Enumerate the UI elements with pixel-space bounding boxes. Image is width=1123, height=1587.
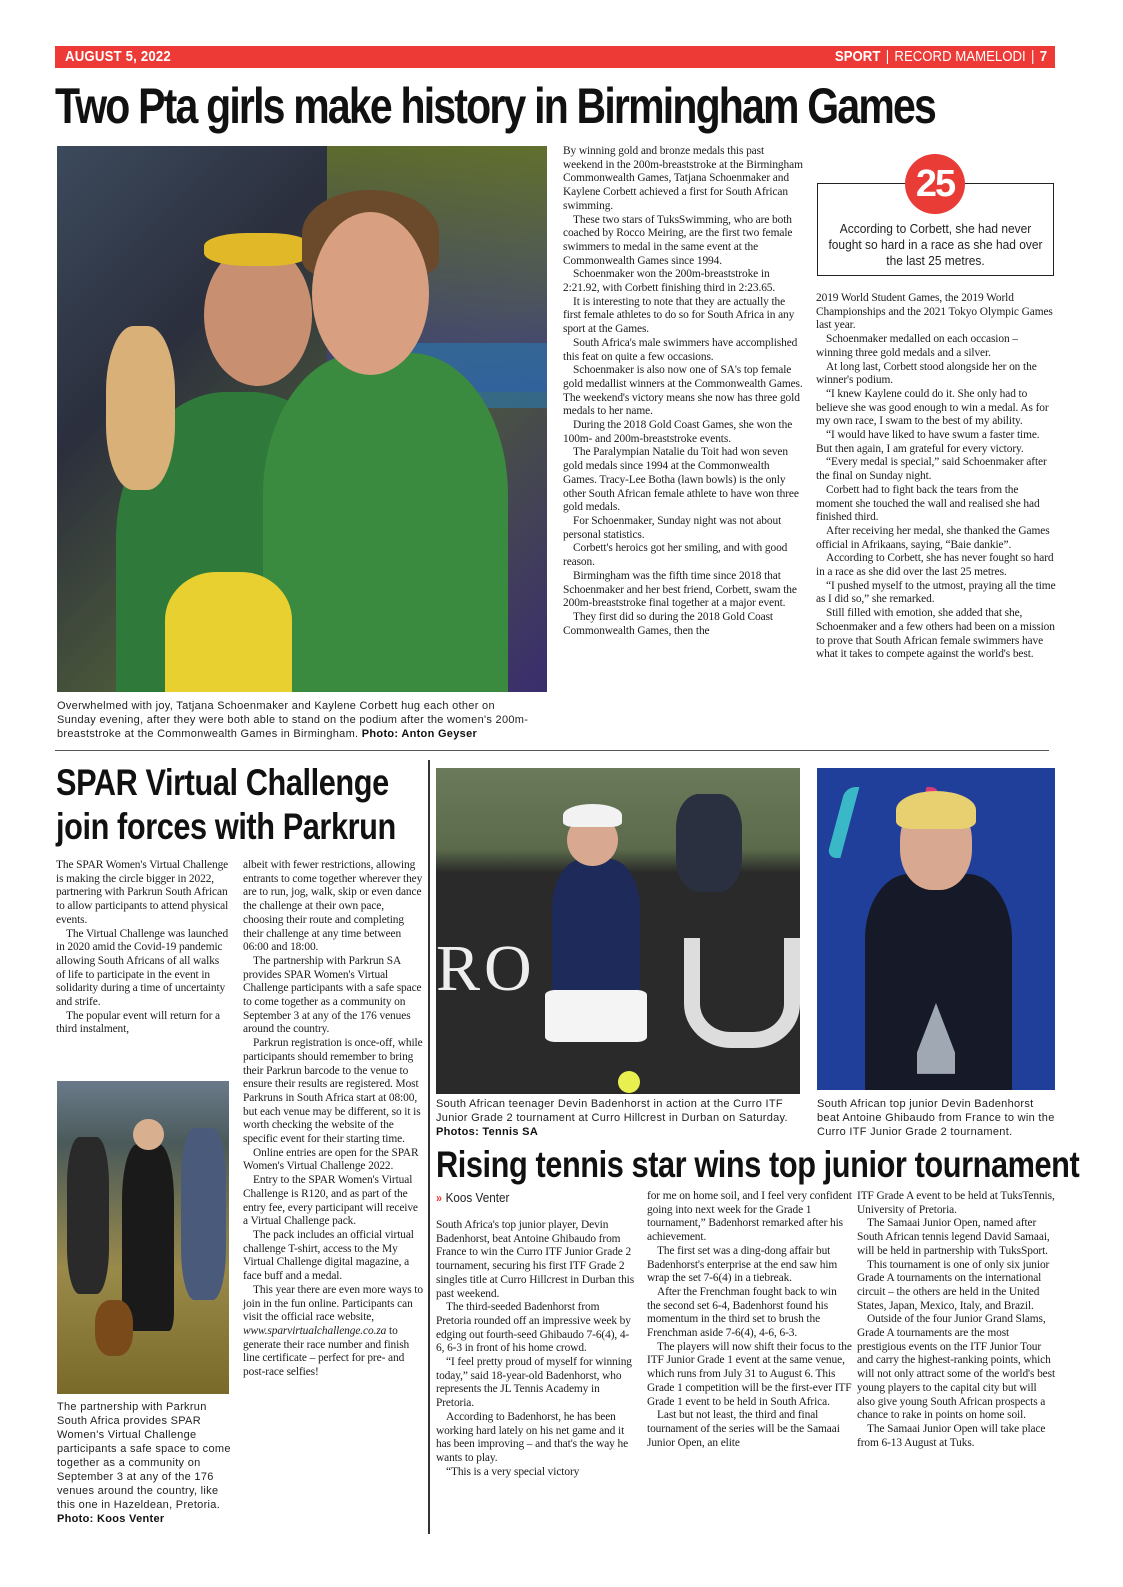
lead-headline: Two Pta girls make history in Birmingham Games bbox=[55, 78, 936, 134]
photo-credit: Photos: Tennis SA bbox=[436, 1126, 539, 1138]
tennis-action-photo: RO bbox=[436, 768, 800, 1094]
paragraph: Birmingham was the fifth time since 2018 that Schoenmaker and her best friend, Corbett, swam the 200m-breaststroke final together at a major event. bbox=[563, 569, 797, 610]
section-name: SPORT bbox=[834, 48, 881, 65]
paragraph: Outside of the four Junior Grand Slams, Grade A tournaments are the most prestigious events on the ITF Junior Tour and carry the highest-ranking points, which will not only attract some of the world's best young players to the capital city but will also give young South African prospects a chance to rake in points on home soil. bbox=[857, 1313, 1056, 1422]
tennis-ball bbox=[618, 1071, 640, 1093]
paragraph: The SPAR Women's Virtual Challenge is making the circle bigger in 2022, partnering with Parkrun South African to allow participants to attend physical events. bbox=[56, 859, 229, 926]
parkrun-photo-caption: The partnership with Parkrun South Africa provides SPAR Women's Virtual Challenge participants a safe space to come together as a community on September 3 at any of the 176 venues around the country, like this one in Hazeldean, Pretoria. Photo: Koos Venter bbox=[57, 1401, 231, 1525]
paragraph: Last but not least, the third and final tournament of the series will be the Samaai Junior Open, an elite bbox=[647, 1409, 840, 1449]
tennis-trophy-photo bbox=[817, 768, 1055, 1090]
swimmers-hug-photo bbox=[57, 146, 547, 692]
paragraph: South Africa's male swimmers have accomplished this feat on quite a few occasions. bbox=[563, 336, 798, 363]
paragraph: Corbett had to fight back the tears from the moment she touched the wall and realised she had finished third. bbox=[816, 483, 1040, 524]
lead-column-1 bbox=[563, 145, 803, 638]
paragraph: These two stars of TuksSwimming, who are both coached by Rocco Meiring, are the first two female swimmers to medal in the same event at the Commonwealth Games since 1994. bbox=[563, 213, 793, 267]
paragraph: The partnership with Parkrun SA provides SPAR Women's Virtual Challenge participants with a safe space to come together as a community on September 3 at any of the 176 venues around the country. bbox=[243, 954, 422, 1036]
paragraph: Online entries are open for the SPAR Women's Virtual Challenge 2022. bbox=[243, 1146, 419, 1173]
tennis-headline: Rising tennis star wins top junior tournament bbox=[436, 1144, 1080, 1185]
tennis-photo2-caption: South African top junior Devin Badenhorst beat Antoine Ghibaudo from France to win the Curro ITF Junior Grade 2 tournament. bbox=[817, 1098, 1055, 1138]
pull-quote-text: According to Corbett, she had never fought so hard in a race as she had over the last 25 metres. bbox=[828, 221, 1043, 268]
paragraph: After the Frenchman fought back to win the second set 6-4, Badenhorst found his momentum in the third set to brush the Frenchman aside 7-6(4), 4-6, 6-3. bbox=[647, 1285, 837, 1340]
column-rule bbox=[428, 760, 430, 1534]
dog bbox=[95, 1300, 133, 1356]
paragraph: According to Corbett, she has never fought so hard in a race as she did over the last 25 metres. bbox=[816, 552, 1054, 579]
page-number: 7 bbox=[1039, 48, 1047, 65]
paragraph: Still filled with emotion, she added that she, Schoenmaker and a few others had been on a mission to prove that South African female swimmers have what it takes to compete against the world's best. bbox=[816, 607, 1055, 661]
paragraph: At long last, Corbett stood alongside her on the winner's podium. bbox=[816, 360, 1037, 387]
photo-credit: Photo: Koos Venter bbox=[57, 1513, 165, 1525]
parkrun-photo bbox=[57, 1081, 229, 1394]
paragraph: Parkrun registration is once-off, while participants should remember to bring their Parkrun barcode to the venue to ensure their results are registered. Most Parkruns in South Africa start at 08:00, but each venue may be different, so it is worth checking the website of the specific event for their starting time. bbox=[243, 1037, 423, 1146]
paragraph: They first did so during the 2018 Gold Coast Commonwealth Games, then the bbox=[563, 610, 773, 637]
paragraph: “I would have liked to have swum a faster time. But then again, I am grateful for every victory. bbox=[816, 429, 1040, 455]
spar-headline: SPAR Virtual Challenge join forces with Parkrun bbox=[56, 762, 396, 847]
paragraph: South Africa's top junior player, Devin Badenhorst, beat Antoine Ghibaudo from France to win the Curro ITF Junior Grade 2 tournament, securing his first ITF Grade 2 singles title at Curro Hillcrest in Durban this past weekend. bbox=[436, 1219, 635, 1300]
spar-column-2: albeit with fewer restrictions, allowing entrants to come together wherever they are to run, jog, walk, skip or even dance the challenge at their own pace, choosing their route and completing their challenge at any time between 06:00 and 18:00. The partnership with Parkrun SA provides SPAR Women's Virtual Challenge participants with a safe space to come together as a community on September 3 at any of the 176 venues around the country. Parkrun registration is once-off, while participants should remember to bring their Parkrun barcode to the venue to ensure their results are registered. Most Parkruns in South Africa start at 08:00, but each venue may be different, so it is worth checking the website of the specific event for their starting time. Online entries are open for the SPAR Women's Virtual Challenge 2022. Entry to the SPAR Women's Virtual Challenge is R120, and as part of the entry fee, every participant will receive a Virtual Challenge pack. The pack includes an official virtual challenge T-shirt, access to the My Virtual Challenge digital magazine, a face buff and a medal. This year there are even more ways to join in the fun online. Participants can visit the official race website, www.sparvirtualchallenge.co.za to generate their race number and finish line certificate – perfect for pre- and post-race selfies! bbox=[243, 859, 423, 1379]
byline-arrow-icon: » bbox=[436, 1191, 443, 1205]
paragraph: albeit with fewer restrictions, allowing entrants to come together wherever they are to run, jog, walk, skip or even dance the challenge at their own pace, choosing their route and completing their challenge at any time between 06:00 and 18:00. bbox=[243, 859, 423, 954]
lead-column-2 bbox=[816, 292, 1056, 662]
website-link[interactable]: www.sparvirtualchallenge.co.za bbox=[243, 1324, 387, 1337]
paragraph: This tournament is one of only six junior Grade A tournaments on the international circuit – the others are held in the United States, Japan, Mexico, Italy, and Brazil. bbox=[857, 1258, 1050, 1312]
paragraph: Entry to the SPAR Women's Virtual Challenge is R120, and as part of the entry fee, every participant will receive a Virtual Challenge pack. bbox=[243, 1174, 418, 1228]
paragraph: The Samaai Junior Open will take place from 6-13 August at Tuks. bbox=[857, 1422, 1046, 1449]
paragraph: ITF Grade A event to be held at TuksTennis, University of Pretoria. bbox=[857, 1190, 1055, 1216]
section-info: SPORT | RECORD MAMELODI | 7 bbox=[834, 48, 1047, 65]
paragraph: “I feel pretty proud of myself for winning today,” said 18-year-old Badenhorst, who represents the JL Tennis Academy in Pretoria. bbox=[436, 1356, 632, 1410]
paragraph: According to Badenhorst, he has been working hard lately on his net game and it has been improving – and that's the way he wants to play. bbox=[436, 1410, 629, 1464]
paragraph: for me on home soil, and I feel very confident going into next week for the Grade 1 tournament,” Badenhorst remarked after his achievement. bbox=[647, 1190, 852, 1244]
photo-credit: Photo: Anton Geyser bbox=[361, 728, 478, 740]
paragraph: Corbett's heroics got her smiling, and with good reason. bbox=[563, 542, 788, 569]
paragraph: “I knew Kaylene could do it. She only had to believe she was good enough to win a medal. As for my own race, I swam to the best of my ability. bbox=[816, 387, 1049, 428]
paragraph: The Virtual Challenge was launched in 2020 amid the Covid-19 pandemic allowing South Africans of all walks of life to participate in the event in solidarity during a time of uncertainty and strife. bbox=[56, 927, 229, 1009]
paragraph: The Paralympian Natalie du Toit had won seven gold medals since 1994 at the Commonwealth Games. Tracy-Lee Botha (lawn bowls) is the only other South African female athlete to have won three gold medals. bbox=[563, 446, 799, 514]
mascot-toy bbox=[106, 326, 175, 490]
paragraph: The players will now shift their focus to the ITF Junior Grade 1 event at the same venue, which runs from July 31 to August 6. This Grade 1 competition will be the first-ever ITF Grade 1 event to be held in South Africa. bbox=[647, 1340, 852, 1408]
paragraph: By winning gold and bronze medals this past weekend in the 200m-breaststroke at the Birmingham Commonwealth Games, Tatjana Schoenmaker and Kaylene Corbett achieved a first for South African swimming. bbox=[563, 145, 803, 212]
paragraph: During the 2018 Gold Coast Games, she won the 100m- and 200m-breaststroke events. bbox=[563, 419, 793, 445]
issue-date: AUGUST 5, 2022 bbox=[65, 48, 171, 65]
publication-name: RECORD MAMELODI bbox=[894, 48, 1026, 65]
paragraph: It is interesting to note that they are actually the first female athletes to do so for South Africa in any sport at the Games. bbox=[563, 295, 795, 336]
paragraph: For Schoenmaker, Sunday night was not about personal statistics. bbox=[563, 514, 782, 541]
paragraph: “Every medal is special,” said Schoenmaker after the final on Sunday night. bbox=[816, 456, 1047, 483]
paragraph: “I pushed myself to the utmost, praying all the time as I did so,” she remarked. bbox=[816, 579, 1056, 606]
tennis-column-3 bbox=[857, 1190, 1057, 1450]
section-divider bbox=[55, 750, 1049, 751]
tennis-column-1 bbox=[436, 1219, 636, 1479]
paragraph: Schoenmaker medalled on each occasion – winning three gold medals and a silver. bbox=[816, 333, 1018, 359]
tennis-photo1-caption: South African teenager Devin Badenhorst in action at the Curro ITF Junior Grade 2 tournament at Curro Hillcrest in Durban on Saturday. Photos: Tennis SA bbox=[436, 1098, 788, 1138]
header-bar bbox=[55, 46, 1055, 68]
tennis-column-2 bbox=[647, 1190, 852, 1450]
lead-photo-caption: Overwhelmed with joy, Tatjana Schoenmaker and Kaylene Corbett hug each other on Sunday evening, after they were both able to stand on the podium after the women's 200m-breaststroke at the Commonwealth Games in Birmingham. Photo: Anton Geyser bbox=[57, 700, 529, 740]
author-name: Koos Venter bbox=[445, 1190, 510, 1205]
paragraph: The Samaai Junior Open, named after South African tennis legend David Samaai, will be held in partnership with TuksSport. bbox=[857, 1217, 1050, 1257]
paragraph: The pack includes an official virtual challenge T-shirt, access to the My Virtual Challenge digital magazine, a face buff and a medal. bbox=[243, 1228, 414, 1283]
paragraph: After receiving her medal, she thanked the Games official in Afrikaans, saying, “Baie dankie”. bbox=[816, 524, 1050, 551]
paragraph: Schoenmaker is also now one of SA's top female gold medallist winners at the Commonwealth Games. The weekend's victory means she now has three gold medals to her name. bbox=[563, 364, 803, 418]
byline bbox=[436, 1190, 509, 1205]
paragraph: The third-seeded Badenhorst from Pretoria rounded off an impressive week by edging out fourth-seed Ghibaudo 7-6(4), 4-6, 6-3 in front of his home crowd. bbox=[436, 1301, 631, 1355]
paragraph: The popular event will return for a third instalment, bbox=[56, 1009, 221, 1036]
spar-column-1 bbox=[56, 859, 230, 1037]
paragraph: The first set was a ding-dong affair but Badenhorst's enterprise at the end saw him wrap the set 7-6(4) in a tiebreak. bbox=[647, 1244, 838, 1285]
paragraph: Schoenmaker won the 200m-breaststroke in 2:21.92, with Corbett finishing third in 2:23.65. bbox=[563, 268, 776, 295]
paragraph: “This is a very special victory bbox=[446, 1465, 580, 1478]
pull-quote-number-badge: 25 bbox=[905, 154, 965, 214]
paragraph: 2019 World Student Games, the 2019 World Championships and the 2021 Tokyo Olympic Games last year. bbox=[816, 292, 1053, 332]
